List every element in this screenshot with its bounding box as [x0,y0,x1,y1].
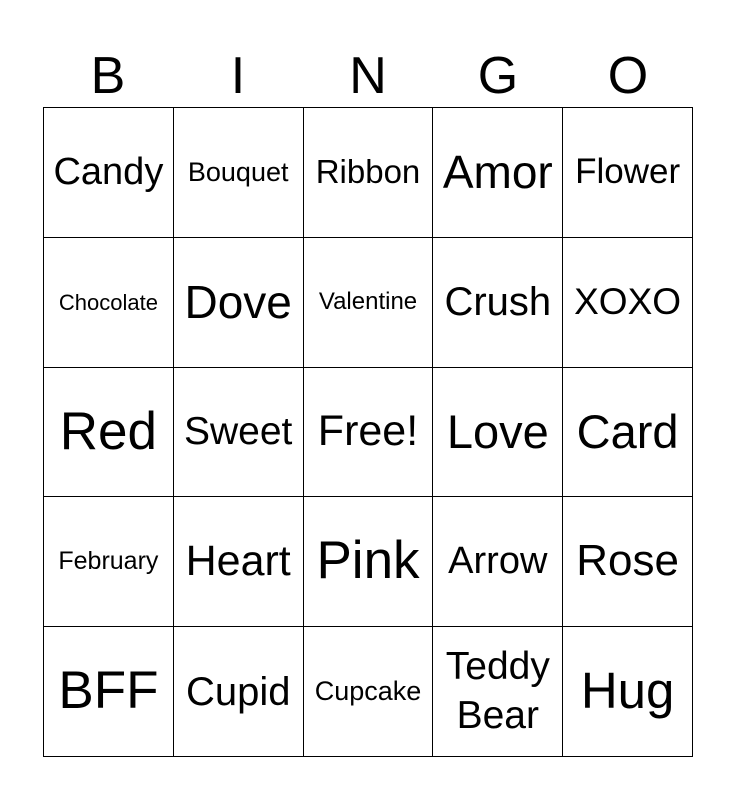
bingo-cell[interactable] [174,627,304,757]
bingo-cell[interactable] [174,108,304,238]
cell-text: Pink [316,531,420,591]
bingo-cell[interactable] [174,497,304,627]
bingo-cell[interactable] [433,368,563,498]
bingo-cell[interactable] [174,238,304,368]
bingo-cell[interactable] [304,238,434,368]
header-letter-n: N [349,47,387,105]
bingo-cell[interactable] [304,497,434,627]
cell-text: Arrow [448,539,548,582]
cell-text: Flower [575,152,681,192]
cell-text: Free! [317,407,419,456]
cell-text: Amor [442,145,553,198]
cell-text: Rose [576,536,679,586]
bingo-cell[interactable] [563,368,693,498]
cell-text: Hug [580,662,675,720]
cell-text: February [58,547,159,576]
cell-text: Teddy Bear [445,644,550,737]
cell-text: Red [59,401,158,461]
bingo-cell[interactable] [44,627,174,757]
cell-text: Love [446,404,549,458]
cell-text: Cupid [185,669,291,714]
cell-text: BFF [58,661,159,721]
header-letter-b: B [90,47,126,105]
bingo-cell[interactable] [433,108,563,238]
cell-text: Crush [444,280,552,325]
header-letter-g: G [477,47,519,105]
cell-text: Cupcake [314,676,422,707]
cell-text: Valentine [318,288,418,316]
cell-text: Ribbon [315,153,421,191]
cell-text: Sweet [183,409,293,453]
bingo-cell[interactable] [304,627,434,757]
bingo-cell[interactable] [433,497,563,627]
bingo-cell[interactable] [304,368,434,498]
bingo-card-grid [43,107,693,757]
bingo-cell[interactable] [44,497,174,627]
cell-text: Heart [185,537,291,586]
cell-text: Card [576,404,679,458]
bingo-header [43,48,693,104]
bingo-cell[interactable] [44,368,174,498]
cell-text: Bouquet [187,156,289,187]
bingo-cell[interactable] [433,627,563,757]
bingo-cell[interactable] [44,108,174,238]
header-letter-i: I [230,47,246,105]
bingo-cell[interactable] [563,497,693,627]
cell-text: Candy [53,150,164,193]
bingo-cell[interactable] [44,238,174,368]
bingo-cell[interactable] [433,238,563,368]
cell-text: XOXO [574,280,682,322]
bingo-cell[interactable] [174,368,304,498]
bingo-cell[interactable] [563,238,693,368]
bingo-cell[interactable] [563,627,693,757]
cell-text: Chocolate [58,289,158,315]
bingo-cell[interactable] [304,108,434,238]
cell-text: Dove [184,275,292,328]
bingo-cell[interactable] [563,108,693,238]
header-letter-o: O [607,47,649,105]
